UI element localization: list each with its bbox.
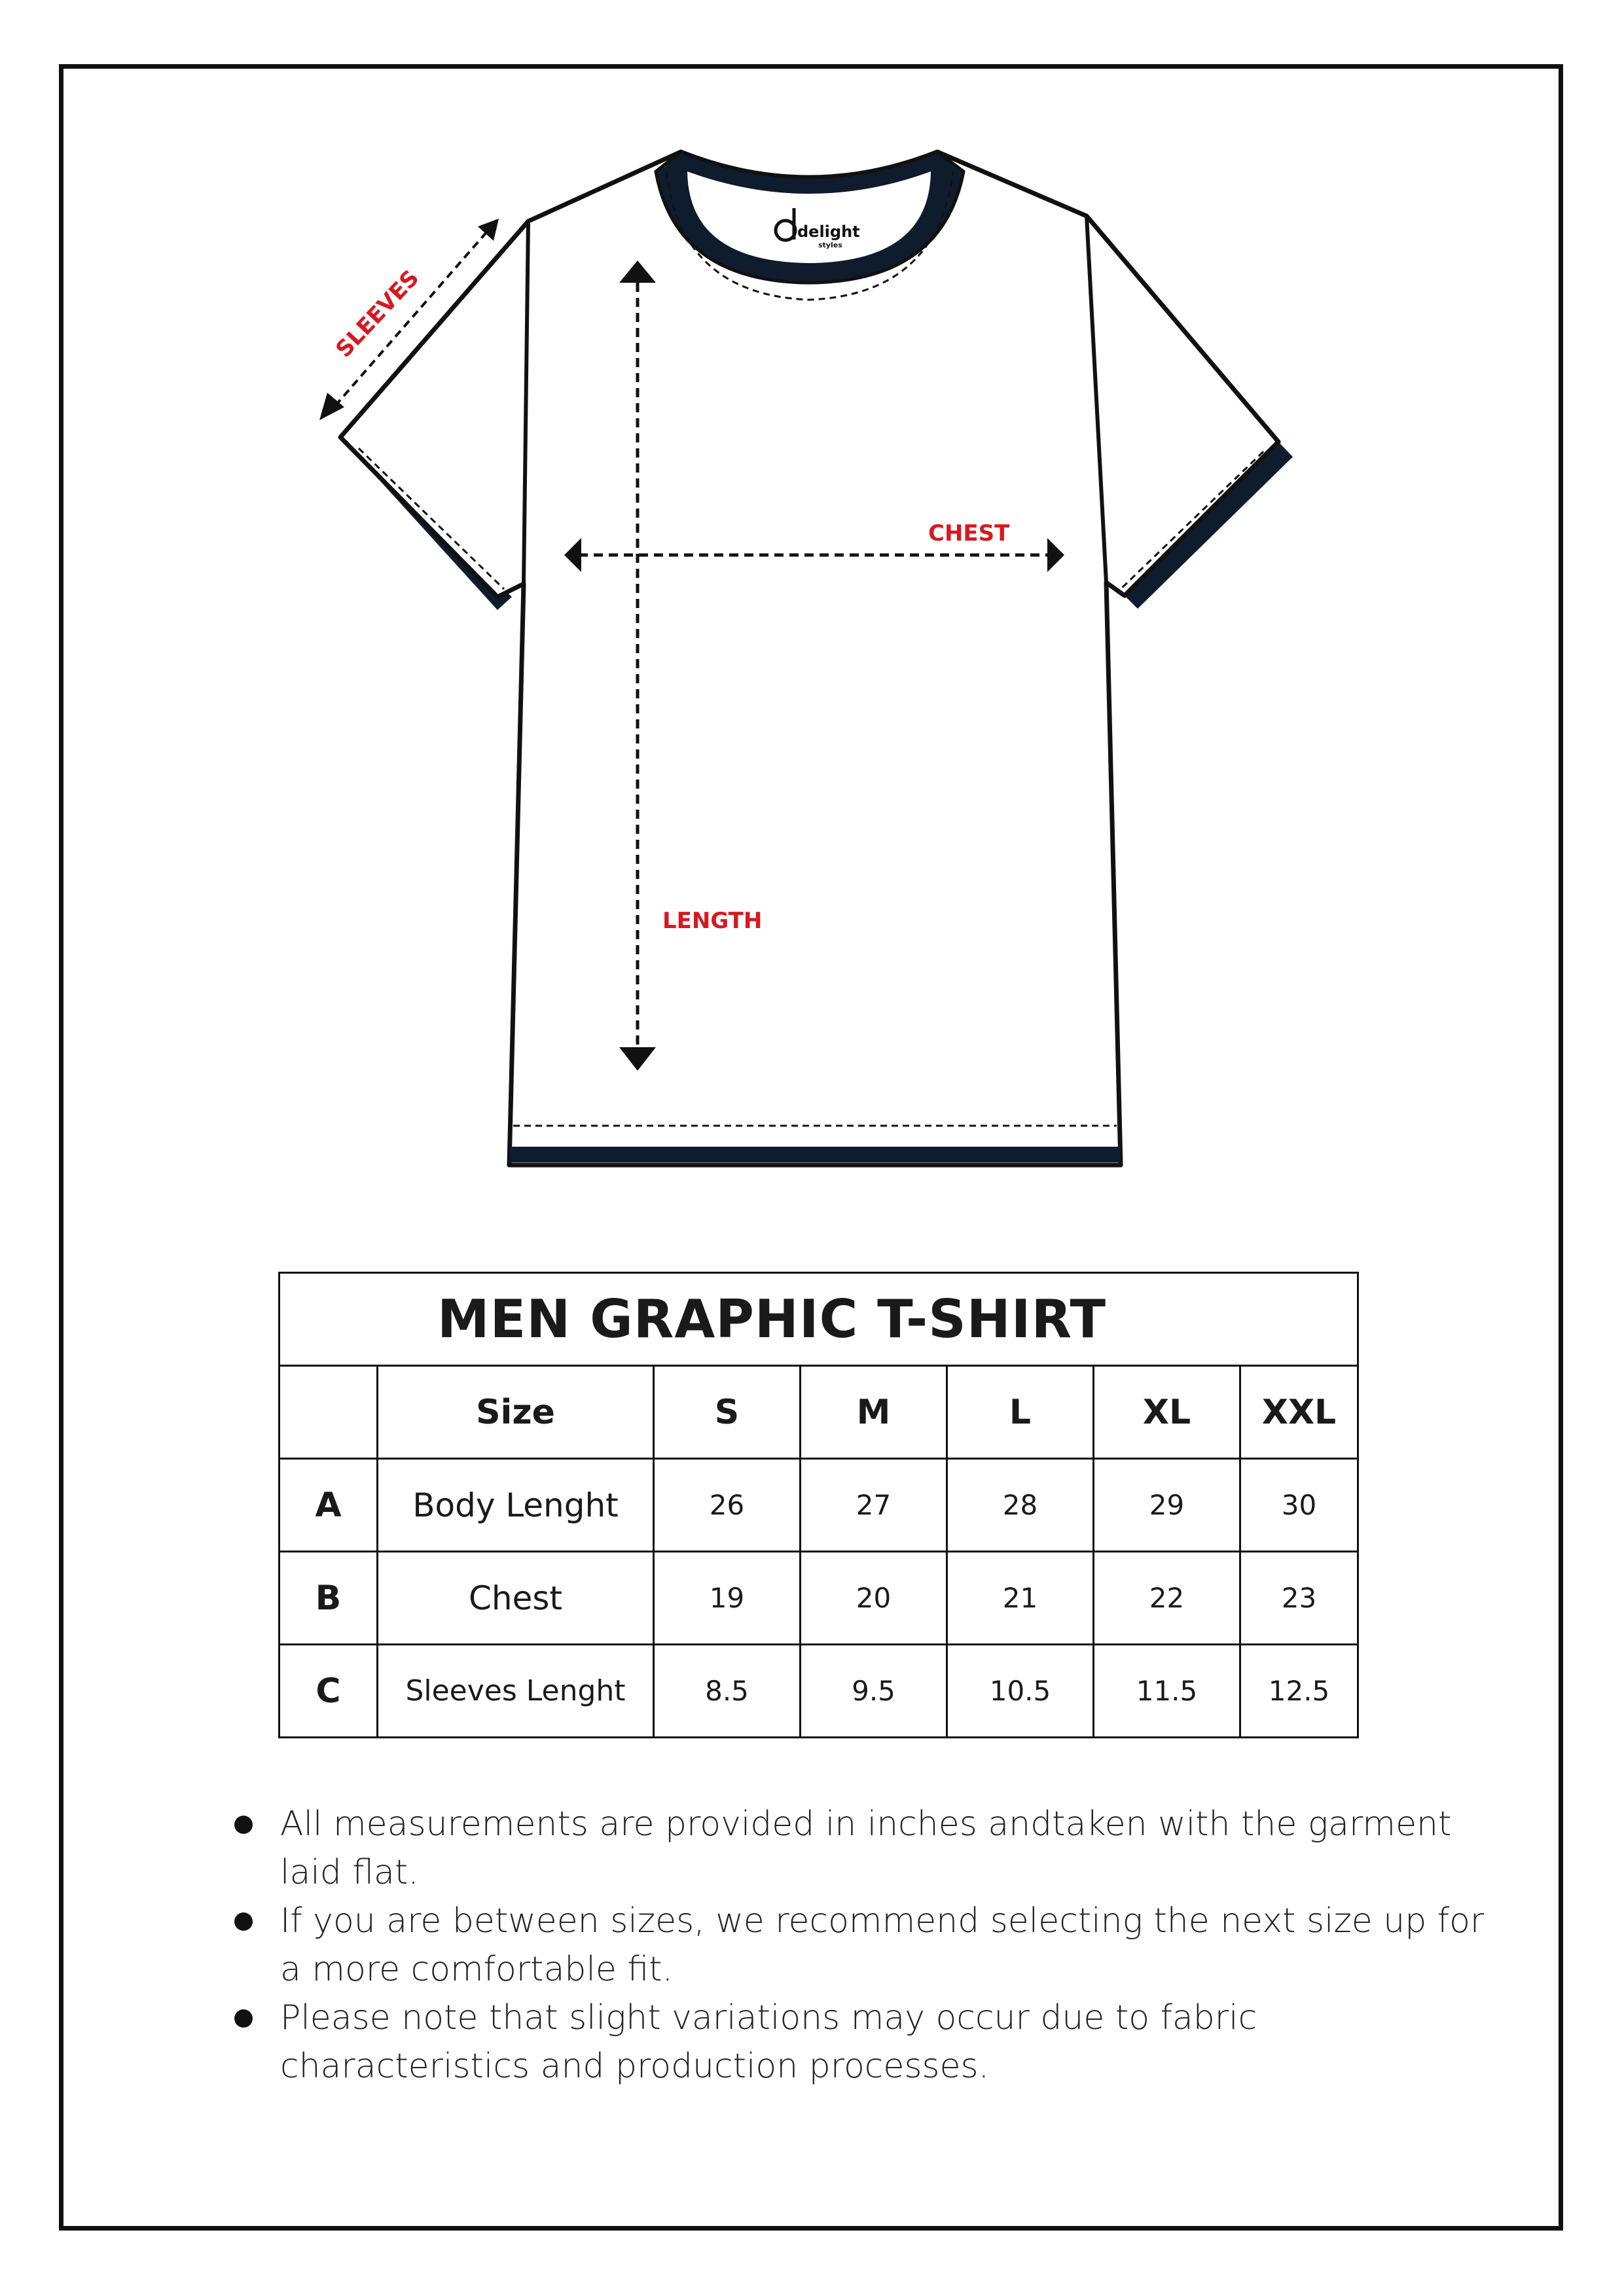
sleeves-label: SLEEVES [331,264,425,363]
cell-value: 28 [947,1459,1094,1552]
chest-label: CHEST [928,520,1010,547]
cell-value: 20 [801,1552,947,1645]
hem-band [509,1147,1121,1162]
bullet-icon [234,1912,253,1931]
logo-text: delight [797,223,860,241]
tshirt-outline [340,152,1278,1165]
cell-value: 9.5 [801,1645,947,1738]
row-name: Chest [378,1552,654,1645]
row-name: Sleeves Lenght [378,1645,654,1738]
note-text: All measurements are provided in inches andtaken with the garment laid flat. [280,1804,1452,1892]
table-header-row [280,1366,1358,1459]
cell-value: 22 [1094,1552,1240,1645]
cell-value: 23 [1240,1552,1358,1645]
header-size-l: L [947,1366,1094,1459]
header-size-xl: XL [1094,1366,1240,1459]
cell-value: 8.5 [654,1645,801,1738]
list-item [229,1800,1506,1897]
cell-value: 11.5 [1094,1645,1240,1738]
list-item [229,1897,1506,1994]
size-chart-table [278,1272,1359,1738]
cell-value: 19 [654,1552,801,1645]
note-text: Please note that slight variations may occur due to fabric characteristics and production processes. [280,1998,1257,2086]
table-row [280,1552,1358,1645]
row-key: A [280,1459,378,1552]
cell-value: 12.5 [1240,1645,1358,1738]
header-size-s: S [654,1366,801,1459]
cell-value: 29 [1094,1459,1240,1552]
note-text: If you are between sizes, we recommend selecting the next size up for a more comfortable fit. [280,1901,1485,1989]
list-item [229,1994,1506,2090]
length-label: LENGTH [662,908,763,934]
header-size-label: Size [378,1366,654,1459]
cell-value: 10.5 [947,1645,1094,1738]
measurement-notes [229,1800,1506,2090]
cell-value: 26 [654,1459,801,1552]
table-row [280,1645,1358,1738]
row-name: Body Lenght [378,1459,654,1552]
cell-value: 27 [801,1459,947,1552]
row-key: C [280,1645,378,1738]
header-size-m: M [801,1366,947,1459]
cell-value: 30 [1240,1459,1358,1552]
header-key-cell [280,1366,378,1459]
bullet-icon [234,1816,253,1834]
cell-value: 21 [947,1552,1094,1645]
header-size-xxl: XXL [1240,1366,1358,1459]
logo-subtext: styles [818,241,842,249]
table-row [280,1459,1358,1552]
bullet-icon [234,2009,253,2028]
table-title: MEN GRAPHIC T-SHIRT [280,1273,1358,1366]
row-key: B [280,1552,378,1645]
